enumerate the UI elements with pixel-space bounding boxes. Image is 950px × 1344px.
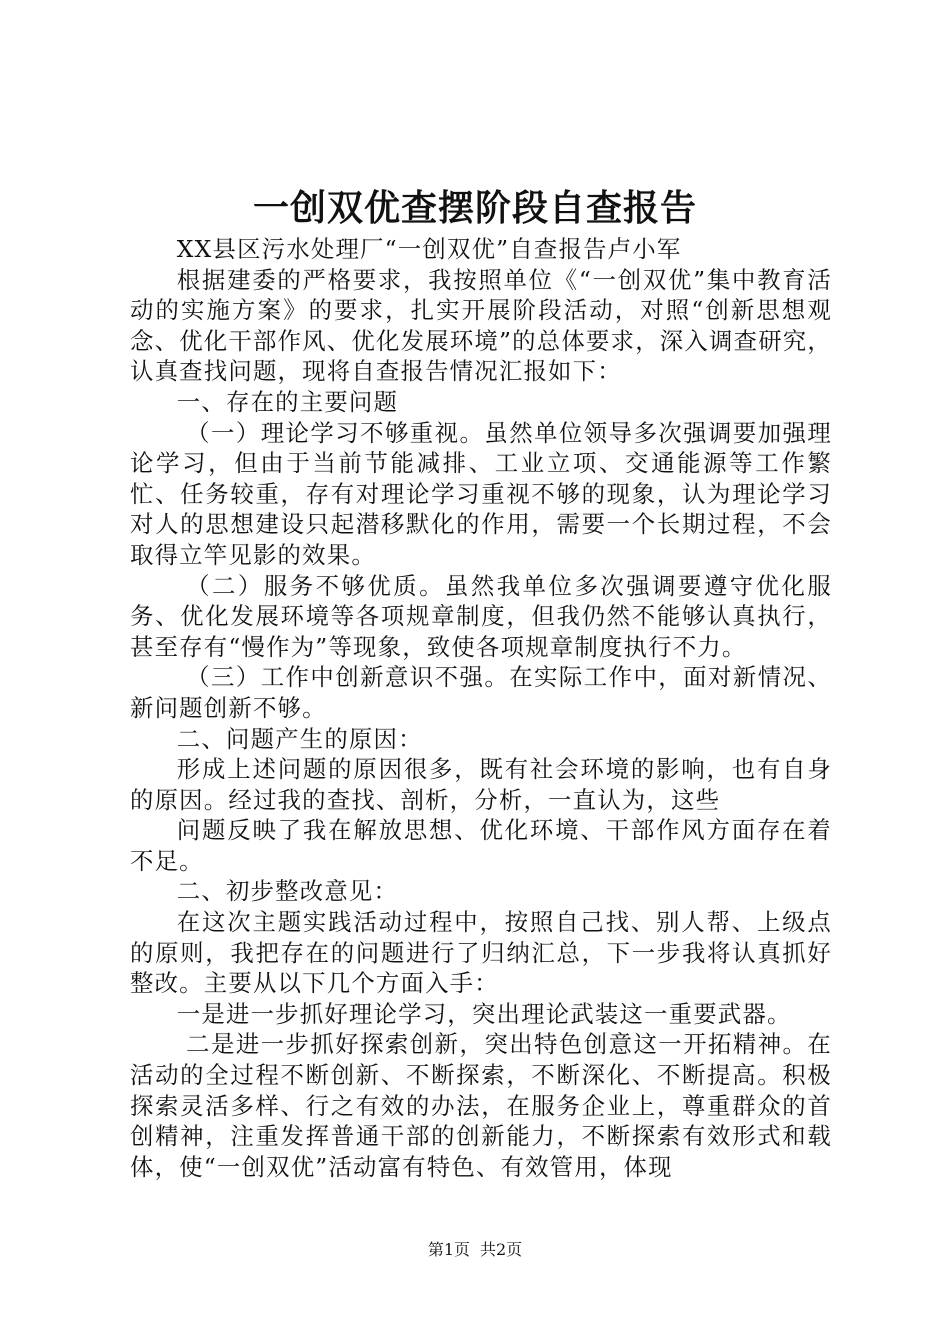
document-body: [130, 234, 832, 1182]
document-title: 一创双优查摆阶段自查报告: [252, 187, 697, 229]
paragraph-rectification-2: 二是进一步抓好探索创新，突出特色创意这一开拓精神。在活动的全过程不断创新、不断探索，不断深化、不断提高。积极探索灵活多样、行之有效的办法，在服务企业上，尊重群众的首创精神，注重发挥普通干部的创新能力，不断探索有效形式和载体，使“一创双优”活动富有特色、有效管用，体现: [130, 1030, 832, 1181]
heading-rectification: 二、初步整改意见：: [176, 877, 399, 906]
paragraph-intro: 根据建委的严格要求，我按照单位《“一创双优”集中教育活动的实施方案》的要求，扎实开展阶段活动，对照“创新思想观念、优化干部作风、优化发展环境”的总体要求，深入调查研究，认真查找问题，现将自查报告情况汇报如下：: [130, 265, 832, 386]
paragraph-problem-1: （一）理论学习不够重视。虽然单位领导多次强调要加强理论学习，但由于当前节能减排、工业立项、交通能源等工作繁忙、任务较重，存有对理论学习重视不够的现象，认为理论学习对人的思想建设只起潜移默化的作用，需要一个长期过程，不会取得立竿见影的效果。: [130, 418, 832, 569]
paragraph-subtitle: XX县区污水处理厂“一创双优”自查报告卢小军: [176, 235, 682, 263]
paragraph-problem-3: （三）工作中创新意识不强。在实际工作中，面对新情况、新问题创新不够。: [130, 663, 832, 722]
paragraph-causes-2: 问题反映了我在解放思想、优化环境、干部作风方面存在着不足。: [130, 816, 832, 875]
paragraph-rectification-intro: 在这次主题实践活动过程中，按照自己找、别人帮、上级点的原则，我把存在的问题进行了归纳汇总，下一步我将认真抓好整改。主要从以下几个方面入手：: [130, 908, 832, 998]
page-footer: [0, 1239, 950, 1261]
paragraph-rectification-1: 一是进一步抓好理论学习，突出理论武装这一重要武器。: [176, 999, 792, 1028]
page-number-total: 共2页: [480, 1240, 523, 1259]
paragraph-problem-2: （二）服务不够优质。虽然我单位多次强调要遵守优化服务、优化发展环境等各项规章制度，但我仍然不能够认真执行，甚至存有“慢作为”等现象，致使各项规章制度执行不力。: [130, 571, 832, 661]
paragraph-causes-1: 形成上述问题的原因很多，既有社会环境的影响，也有自身的原因。经过我的查找、剖析，分析，一直认为，这些: [130, 755, 832, 814]
heading-causes: 二、问题产生的原因：: [176, 724, 423, 753]
heading-main-problems: 一、存在的主要问题: [176, 387, 399, 416]
page-number-current: 第1页: [427, 1240, 470, 1259]
